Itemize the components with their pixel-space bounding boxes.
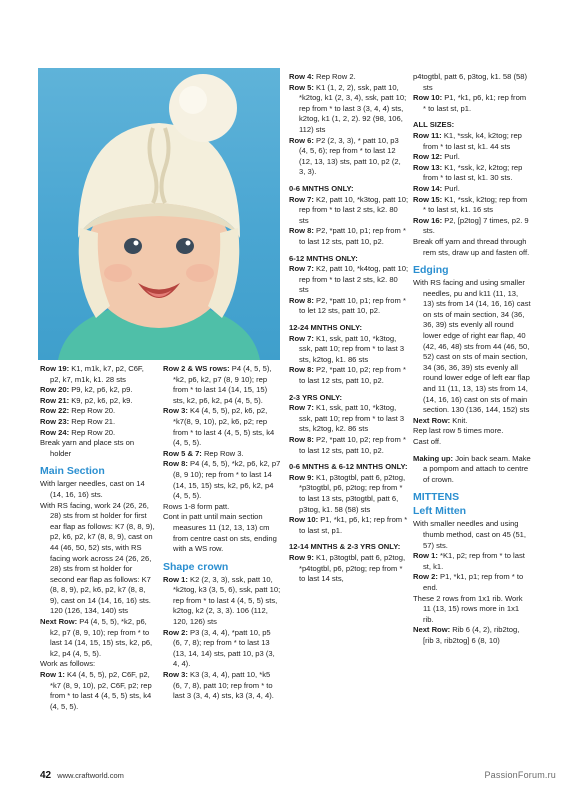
row-label: Row 20: — [40, 385, 70, 395]
row-text: Rep Row 20. — [69, 427, 116, 437]
row-text: Knit. — [450, 415, 468, 425]
row-text: K1, m1k, k7, p2, C6F, p2, k7, m1k, k1. 28 sts — [50, 364, 144, 384]
row-label: Row 24: — [40, 427, 70, 437]
row-label: Next Row: — [413, 625, 451, 635]
instruction-line — [289, 83, 409, 136]
instruction-line — [413, 416, 531, 427]
instruction-line — [289, 72, 409, 83]
size-subheading: 6-12 MNTHS ONLY: — [289, 253, 358, 263]
row-label: Row 5: — [289, 82, 314, 92]
row-label: Row 9: — [289, 552, 314, 562]
row-text: K1, *ssk, k2tog; rep from * to last st, k1. 16 sts — [423, 194, 528, 215]
column-1 — [40, 364, 156, 712]
row-label: Row 8: — [289, 295, 314, 305]
row-label: Row 15: — [413, 194, 443, 204]
instruction-line — [40, 406, 156, 417]
row-label: Row 8: — [289, 435, 314, 444]
row-label: Row 4: — [289, 72, 314, 81]
instruction-line — [289, 435, 409, 456]
row-label: Row 12: — [413, 152, 443, 162]
row-text: Break yarn and place sts on holder — [40, 438, 135, 458]
row-label: Row 3: — [163, 670, 188, 680]
row-text: P2, [p2tog] 7 times, p2. 9 sts. — [423, 215, 529, 236]
instruction-line — [163, 459, 281, 501]
column-3 — [289, 72, 409, 585]
row-label: Row 23: — [40, 416, 70, 426]
instruction-line — [413, 278, 531, 416]
row-text: Cast off. — [413, 437, 442, 446]
instruction-line — [163, 512, 281, 554]
instruction-line — [163, 406, 281, 448]
instruction-line — [413, 152, 531, 163]
row-text: Break off yarn and thread through rem sts, draw up and fasten off. — [413, 236, 530, 257]
row-label: Making up: — [413, 453, 454, 463]
section-title-shape-crown: Shape crown — [163, 560, 229, 573]
row-text: These 2 rows from 1x1 rib. Work 11 (13, 15) rows more in 1x1 rib. — [413, 593, 523, 624]
row-label: Row 1: — [163, 574, 188, 584]
instruction-line — [413, 237, 531, 258]
row-text: Work as follows: — [40, 659, 96, 669]
instruction-line — [413, 184, 531, 195]
row-text: K1, ssk, patt 10, *k3tog, ssk, patt 10; rep from * to last 3 sts, k2tog, k1. 86 sts — [299, 333, 405, 364]
instruction-line — [289, 334, 409, 366]
instruction-line — [413, 426, 531, 437]
row-label: Row 8: — [163, 459, 188, 469]
instruction-line — [163, 502, 281, 513]
row-text: K9, p2, k6, p2, k9. — [69, 395, 133, 405]
row-text: Rows 1-8 form patt. — [163, 501, 230, 511]
row-label: Row 7: — [289, 264, 314, 274]
row-label: Row 13: — [413, 162, 443, 172]
row-text: P1, *k1, p1; rep from * to end. — [423, 572, 524, 592]
instruction-line — [413, 572, 531, 593]
row-text: K1, ssk, patt 10, *k3tog, ssk, patt 10; rep from * to last 3 sts, k2tog, k2. 86 sts — [299, 403, 405, 434]
row-label: Next Row: — [40, 617, 78, 627]
instruction-line — [40, 670, 156, 712]
instruction-line — [40, 385, 156, 396]
instruction-line — [413, 72, 531, 93]
row-text: P9, k2, p6, k2, p9. — [69, 385, 133, 395]
row-label: Row 8: — [289, 365, 314, 375]
size-subheading: 0-6 MNTHS & 6-12 MNTHS ONLY: — [289, 462, 408, 472]
size-subheading: 12-24 MNTHS ONLY: — [289, 323, 362, 333]
row-text: P4 (4, 5, 5), *k2, p6, k2, p7 (8, 9 10); rep from * to last 14 (14, 15, 15) sts, k2, p6, k2, p4 (4, 5, 5). — [173, 459, 281, 501]
instruction-line — [289, 553, 409, 585]
row-text: K2, patt 10, *k4tog, patt 10; rep from * to last 2 sts, k2. 80 sts — [299, 264, 409, 295]
column-2 — [163, 364, 281, 702]
instruction-line — [40, 396, 156, 407]
row-text: P4 (4, 5, 5), *k2, p6, k2, p7 (8, 9, 10); rep from * to last 14 (14, 15, 15) sts, k2, p6, k2, p4 (4, 5, 5). — [50, 617, 153, 658]
row-text: Purl. — [442, 152, 460, 162]
instruction-line — [40, 617, 156, 659]
section-title-left-mitten: Left Mitten — [413, 505, 467, 518]
instruction-line — [413, 454, 531, 486]
instruction-line — [40, 364, 156, 385]
row-text: K2 (2, 3, 3), ssk, patt 10, *k2tog, k3 (3, 5, 6), ssk, patt 10; rep from * to last 4 (4, 5, 5) sts, k2tog, k2 (2, 3, 3). 106 (112, 120, 126) sts — [173, 574, 281, 627]
row-text: Rep Row 21. — [69, 416, 116, 426]
row-text: P2, *patt 10, p2; rep from * to last 12 sts, patt 10, p2. — [299, 435, 406, 455]
instruction-line — [289, 226, 409, 247]
row-text: K4 (4, 5, 5), p2, C6F, p2, *k7 (8, 9, 10), p2, C6F, p2; rep from * to last 4 (4, 5, 5) sts, k4 (4, 5, 5). — [50, 670, 152, 711]
section-title-main: Main Section — [40, 465, 105, 478]
instruction-line — [413, 519, 531, 551]
row-text: K3 (3, 4, 4), patt 10, *k5 (6, 7, 8), patt 10; rep from * to last 3 (3, 4, 4) sts, k3 (3, 4, 4). — [173, 670, 274, 701]
watermark: PassionForum.ru — [484, 770, 556, 780]
instruction-line — [413, 195, 531, 216]
row-text: Purl. — [442, 183, 460, 193]
instruction-line — [289, 365, 409, 386]
size-subheading: 0-6 MNTHS ONLY: — [289, 183, 354, 193]
row-text: K1, p3togtbl, patt 6, p2tog, *p4togtbl, p6, p2tog; rep from * to last 14 sts, — [299, 552, 406, 584]
instruction-line — [413, 625, 531, 646]
row-label: Row 21: — [40, 395, 70, 405]
instruction-line — [40, 479, 156, 500]
row-label: Row 2 & WS rows: — [163, 364, 230, 373]
row-label: Row 6: — [289, 135, 314, 145]
row-label: Row 14: — [413, 183, 443, 193]
row-label: Row 10: — [413, 93, 443, 103]
instruction-line — [163, 364, 281, 406]
row-text: P1, *k1, p6, k1; rep from * to last st, p1. — [299, 515, 408, 535]
row-label: Row 5 & 7: — [163, 448, 202, 458]
row-text: p4togtbl, patt 6, p3tog, k1. 58 (58) sts — [413, 72, 527, 92]
row-text: P2, *patt 10, p1; rep from * to let 12 sts, patt 10, p2. — [299, 295, 406, 316]
row-label: Row 16: — [413, 215, 443, 225]
row-label: Row 10: — [289, 515, 319, 525]
section-title-mittens: MITTENS — [413, 491, 460, 504]
row-text: Join back seam. Make a pompom and attach to centre of crown. — [423, 453, 531, 484]
baby-hat-photo — [38, 68, 280, 360]
row-label: Row 2: — [163, 627, 188, 637]
instruction-line — [289, 296, 409, 317]
instruction-line — [413, 551, 531, 572]
size-subheading: 12-14 MNTHS & 2-3 YRS ONLY: — [289, 542, 401, 552]
row-text: K2, patt 10, *k3tog, patt 10; rep from * to last 2 sts, k2. 80 sts — [299, 194, 409, 225]
row-label: Row 8: — [289, 226, 314, 236]
row-text: Rep Row 2. — [313, 72, 356, 81]
instruction-line — [163, 628, 281, 670]
row-label: Row 19: — [40, 364, 70, 373]
row-label: Row 9: — [289, 472, 314, 482]
instruction-line — [413, 131, 531, 152]
row-text: K1, *ssk, k4, k2tog; rep from * to last st, k1. 44 sts — [423, 130, 522, 151]
instruction-line — [289, 473, 409, 515]
row-label: Row 7: — [289, 403, 314, 413]
row-text: With RS facing, work 24 (26, 26, 28) sts from st holder for first ear flap as follows: K7 (8, 8, 9), p2, k6, p2, k7 (8, 8, 9), cast on 44 (46, 50, 52) sts, with RS facing work across 24 (26, 26, 28) sts from st holder for second ear flap as follows: K7 (8, 8, 9), p2, k6, p2, k7 (8, 8, 9), cast on 14 (14, 16, 16) sts. 120 (126, 134, 140) sts — [40, 500, 155, 616]
row-text: With larger needles, cast on 14 (14, 16, 16) sts. — [40, 479, 145, 499]
row-text: K4 (4, 5, 5), p2, k6, p2, *k7(8, 9, 10), p2, k6, p2; rep from * to last 4 (4, 5, 5) sts, k4 (4, 5, 5). — [173, 406, 275, 448]
row-text: K1, p3togtbl, patt 6, p2tog, *p3togtbl, p6, p2tog; rep from * to last 13 sts, p3togtbl, patt 6, p3tog, k1. 58 (58) sts — [299, 472, 406, 514]
page-footer — [40, 770, 124, 781]
instruction-line — [40, 428, 156, 439]
row-label: Row 7: — [289, 333, 314, 343]
instruction-line — [413, 216, 531, 237]
section-title-edging: Edging — [413, 264, 449, 277]
row-text: *K1, p2; rep from * to last st, k1. — [423, 551, 525, 571]
row-text: Rib 6 (4, 2), rib2tog, [rib 3, rib2tog] 6 (8, 10) — [423, 625, 520, 645]
instruction-line — [40, 417, 156, 428]
row-label: Row 11: — [413, 130, 442, 140]
instruction-line — [40, 438, 156, 459]
instruction-line — [289, 195, 409, 227]
row-text: Rep last row 5 times more. — [413, 426, 504, 436]
instruction-line — [163, 670, 281, 702]
row-label: Row 1: — [40, 670, 65, 680]
row-text: With smaller needles and using thumb method, cast on 45 (51, 57) sts. — [413, 519, 526, 550]
row-label: Row 3: — [163, 406, 188, 416]
size-subheading: 2-3 YRS ONLY: — [289, 392, 343, 402]
row-text: K1, *ssk, k2, k2tog; rep from * to last st, k1. 30 sts. — [423, 162, 523, 183]
row-label: Row 22: — [40, 406, 70, 416]
instruction-line — [40, 659, 156, 670]
instruction-line — [289, 403, 409, 435]
row-text: P4 (4, 5, 5), *k2, p6, k2, p7 (8, 9 10); rep from * to last 14 (14, 15, 15) sts, k2, p6, k2, p4 (4, 5, 5). — [173, 364, 272, 405]
row-text: Cont in patt until main section measures 11 (12, 13, 13) cm from centre cast on sts, ending with a WS row. — [163, 512, 277, 554]
instruction-line — [413, 93, 531, 114]
instruction-line — [163, 575, 281, 628]
instruction-line — [289, 136, 409, 178]
row-label: Row 1: — [413, 551, 438, 561]
row-label: Row 7: — [289, 194, 314, 204]
instruction-line — [40, 501, 156, 618]
baby-illustration — [38, 68, 280, 360]
row-text: With RS facing and using smaller needles, pu and k11 (11, 13, 13) sts from 14 (14, 16, 16) cast on sts of main section, 34 (36, 36, 39) sts evenly all round lower edge of right ear flap, 40 (42, 46, 48) sts from 44 (46, 50, 52) cast on sts of main section, 34 (36, 36, 39) sts evenly all round lower edge of left ear flap and 11 (11, 13, 13) sts from 14, (14, 16, 16) cast on sts of main section. 130 (136, 144, 152) sts — [413, 278, 531, 415]
row-text: P1, *k1, p6, k1; rep from * to last st, p1. — [423, 93, 527, 113]
instruction-line — [413, 163, 531, 184]
instruction-line — [289, 515, 409, 536]
row-text: Rep Row 3. — [201, 448, 244, 458]
row-text: P2, *patt 10, p2; rep from * to last 12 sts, patt 10, p2. — [299, 365, 406, 386]
instruction-line — [413, 594, 531, 626]
row-text: P2, *patt 10, p1; rep from * to last 12 sts, patt 10, p2. — [299, 226, 406, 246]
row-text: K1 (1, 2, 2), ssk, patt 10, *k2tog, k1 (2, 3, 4), ssk, patt 10; rep from * to last 3 (3, 4, 4) sts, k2tog, k1 (1, 2, 2). 92 (98, 106, 112) sts — [299, 82, 407, 134]
row-text: P3 (3, 4, 4), *patt 10, p5 (6, 7, 8); rep from * to last 13 (13, 14, 14) sts, patt 10, p3 (3, 4, 4). — [173, 627, 275, 669]
site-url: www.craftworld.com — [57, 771, 124, 780]
page-number: 42 — [40, 770, 52, 781]
column-4 — [413, 72, 531, 647]
instruction-line — [163, 449, 281, 460]
size-subheading: ALL SIZES: — [413, 120, 455, 130]
row-label: Row 2: — [413, 572, 438, 582]
row-text: Rep Row 20. — [69, 406, 116, 416]
row-text: P2 (2, 3, 3), * patt 10, p3 (4, 5, 6); rep from * to last 12 (12, 13, 13) sts, patt 10, p2 (2, 3, 3). — [299, 135, 401, 177]
row-label: Next Row: — [413, 415, 451, 425]
instruction-line — [413, 437, 531, 448]
instruction-line — [289, 264, 409, 296]
